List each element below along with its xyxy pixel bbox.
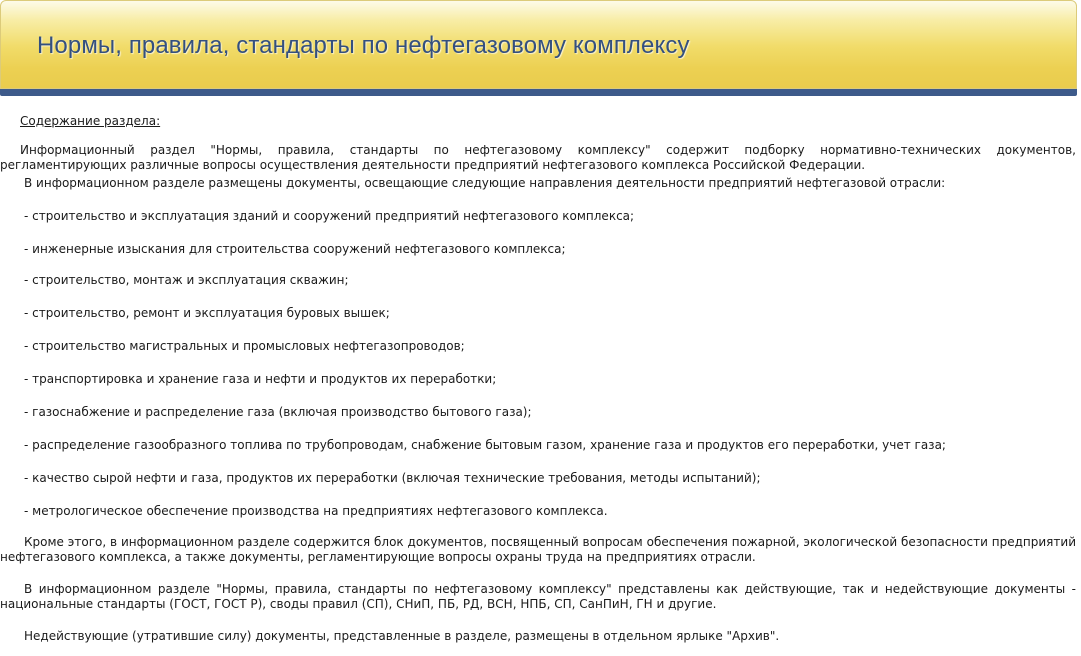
list-item: - инженерные изыскания для строительства сооружений нефтегазового комплекса; — [24, 242, 566, 256]
directions-intro-paragraph: В информационном разделе размещены документы, освещающие следующие направления деятельности предприятий нефтегазовой отрасли: — [24, 176, 946, 190]
section-heading: Содержание раздела: — [20, 114, 161, 128]
list-item: - строительство и эксплуатация зданий и сооружений предприятий нефтегазового комплекса; — [24, 209, 635, 223]
section-header — [0, 0, 1077, 89]
list-item: - транспортировка и хранение газа и нефти и продуктов их переработки; — [24, 372, 497, 386]
additional-docs-paragraph: Кроме этого, в информационном разделе содержится блок документов, посвященный вопросам обеспечения пожарной, экологической безопасности предприятий нефтегазового комплекса, а также документы, регламентирующие вопросы охраны труда на предприятиях отрасли. — [0, 535, 1076, 564]
doc-types-paragraph: В информационном разделе "Нормы, правила, стандарты по нефтегазовому комплексу" представлены как действующие, так и недействующие документы - национальные стандарты (ГОСТ, ГОСТ Р), своды правил (СП), СНиП, ПБ, РД, ВСН, НПБ, СП, СанПиН, ГН и другие. — [0, 582, 1076, 611]
list-item: - газоснабжение и распределение газа (включая производство бытового газа); — [24, 405, 532, 419]
list-item: - метрологическое обеспечение производства на предприятиях нефтегазового комплекса. — [24, 504, 608, 518]
list-item: - распределение газообразного топлива по трубопроводам, снабжение бытовым газом, хранение газа и продуктов его переработки, учет газа; — [24, 438, 946, 452]
intro-paragraph: Информационный раздел "Нормы, правила, стандарты по нефтегазовому комплексу" содержит подборку нормативно-технических документов, регламентирующих различные вопросы осуществления деятельности предприятий нефтегазового комплекса Российской Федерации. — [0, 143, 1076, 172]
page-title: Нормы, правила, стандарты по нефтегазовому комплексу — [37, 32, 690, 59]
archive-note-paragraph: Недействующие (утратившие силу) документы, представленные в разделе, размещены в отдельном ярлыке "Архив". — [24, 629, 780, 643]
list-item: - качество сырой нефти и газа, продуктов их переработки (включая технические требования, методы испытаний); — [24, 471, 761, 485]
list-item: - строительство, монтаж и эксплуатация скважин; — [24, 273, 349, 287]
list-item: - строительство магистральных и промысловых нефтегазопроводов; — [24, 339, 465, 353]
header-divider-bar — [0, 89, 1077, 96]
list-item: - строительство, ремонт и эксплуатация буровых вышек; — [24, 306, 390, 320]
